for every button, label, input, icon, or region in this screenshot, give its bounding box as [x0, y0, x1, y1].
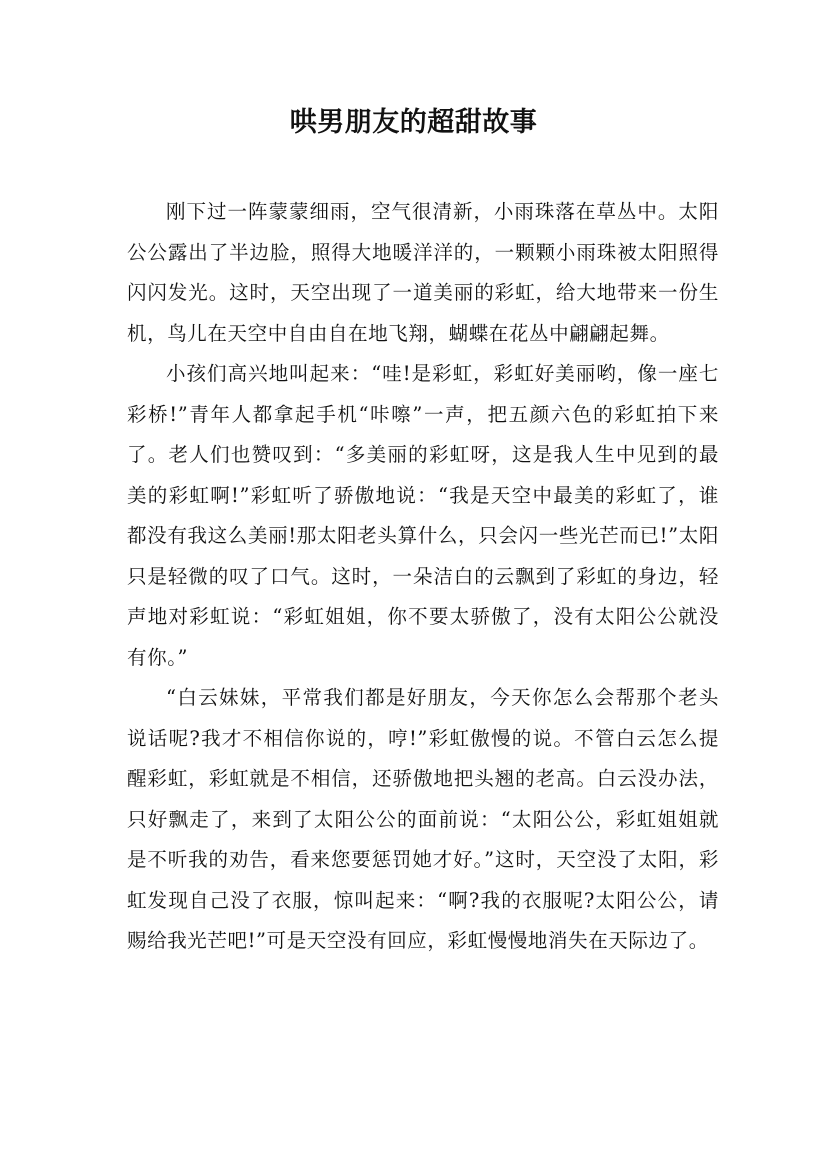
paragraph-1: 刚下过一阵蒙蒙细雨，空气很清新，小雨珠落在草丛中。太阳公公露出了半边脸，照得大地暖洋洋的，一颗颗小雨珠被太阳照得闪闪发光。这时，天空出现了一道美丽的彩虹，给大地带来一份生机，鸟儿在天空中自由自在地飞翔，蝴蝶在花丛中翩翩起舞。: [127, 200, 719, 345]
document-title: 哄男朋友的超甜故事: [289, 107, 538, 138]
paragraph-3: “白云妹妹，平常我们都是好朋友，今天你怎么会帮那个老头说话呢?我才不相信你说的，哼!”彩虹傲慢的说。不管白云怎么提醒彩虹，彩虹就是不相信，还骄傲地把头翘的老高。白云没办法，只好飘走了，来到了太阳公公的面前说：“太阳公公，彩虹姐姐就是不听我的劝告，看来您要惩罚她才好。”这时，天空没了太阳，彩虹发现自己没了衣服，惊叫起来：“啊?我的衣服呢?太阳公公，请赐给我光芒吧!”可是天空没有回应，彩虹慢慢地消失在天际边了。: [127, 686, 719, 952]
paragraph-2: 小孩们高兴地叫起来：“哇!是彩虹，彩虹好美丽哟，像一座七彩桥!”青年人都拿起手机“咔嚓”一声，把五颜六色的彩虹拍下来了。老人们也赞叹到：“多美丽的彩虹呀，这是我人生中见到的最美的彩虹啊!”彩虹听了骄傲地说：“我是天空中最美的彩虹了，谁都没有我这么美丽!那太阳老头算什么，只会闪一些光芒而已!”太阳只是轻微的叹了口气。这时，一朵洁白的云飘到了彩虹的身边，轻声地对彩虹说：“彩虹姐姐，你不要太骄傲了，没有太阳公公就没有你。”: [127, 362, 719, 669]
document-body: [127, 192, 719, 962]
